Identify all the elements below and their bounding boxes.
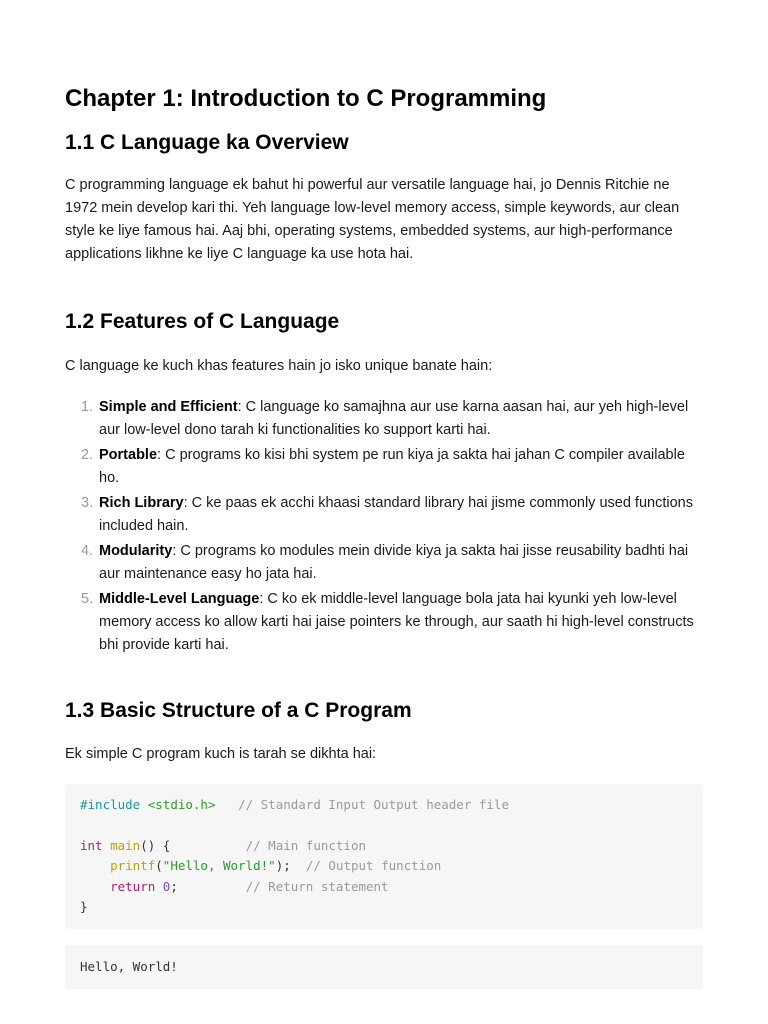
feature-title: Middle-Level Language — [99, 591, 260, 607]
feature-title: Modularity — [99, 543, 173, 559]
feature-title: Simple and Efficient — [99, 399, 238, 415]
code-function-name: main — [110, 837, 141, 853]
code-line — [80, 856, 688, 876]
list-item — [65, 540, 703, 586]
feature-title: Rich Library — [99, 495, 184, 511]
overview-paragraph: C programming language ek bahut hi powerful aur versatile language hai, jo Dennis Ritchie ne 1972 mein develop kari thi. Yeh language low-level memory access, simple keywords, aur clean style ke liye famous hai. Aaj bhi, operating systems, embedded systems, aur high-performance applications likhne ke liye C language ka use hota hai. — [65, 177, 680, 262]
feature-description: : C programs ko modules mein divide kiya ja sakta hai jisse reusability badhti hai aur maintenance easy ho jata hai. — [99, 543, 689, 582]
code-line — [80, 897, 688, 917]
code-punctuation: ( — [155, 858, 163, 874]
features-list — [65, 396, 703, 657]
chapter-title: Chapter 1: Introduction to C Programming — [65, 85, 547, 112]
feature-description: : C language ko samajhna aur use karna aasan hai, aur yeh high-level aur low-level dono tarah ki functionalities ko support karti hai. — [99, 399, 689, 438]
code-punctuation: ); — [275, 858, 291, 874]
code-comment: // Main function — [245, 837, 367, 853]
list-item — [65, 396, 703, 442]
section-heading-features: 1.2 Features of C Language — [65, 310, 340, 333]
code-line — [80, 795, 688, 815]
feature-title: Portable — [99, 447, 158, 463]
list-item-number: 5. — [81, 591, 94, 607]
code-string: "Hello, World!" — [162, 858, 276, 874]
code-line-blank — [80, 815, 688, 835]
code-number: 0 — [162, 878, 171, 894]
code-function-name: printf — [110, 858, 156, 874]
code-comment: // Output function — [305, 858, 442, 874]
list-item — [65, 588, 703, 657]
section-heading-overview: 1.1 C Language ka Overview — [65, 131, 349, 154]
feature-description: : C ko ek middle-level language bola jata hai kyunki yeh low-level memory access ko allow karti hai jaise pointers ke through, aur saath hi high-level constructs bhi provide karti hai. — [99, 591, 694, 653]
feature-description: : C programs ko kisi bhi system pe run kiya ja sakta hai jahan C compiler available ho. — [99, 447, 685, 486]
code-block — [65, 784, 703, 929]
feature-description: : C ke paas ek acchi khaasi standard library hai jisme commonly used functions included hain. — [99, 495, 693, 534]
output-block: Hello, World! — [65, 945, 703, 989]
section-heading-structure: 1.3 Basic Structure of a C Program — [65, 699, 412, 722]
features-intro-paragraph: C language ke kuch khas features hain jo isko unique banate hain: — [65, 358, 493, 374]
code-keyword: return — [110, 878, 156, 894]
code-punctuation: () { — [140, 837, 171, 853]
code-keyword: int — [80, 837, 103, 853]
code-punctuation: ; — [170, 878, 178, 894]
code-comment: // Return statement — [245, 878, 389, 894]
code-include-header: <stdio.h> — [147, 797, 216, 812]
structure-intro-paragraph: Ek simple C program kuch is tarah se dikhta hai: — [65, 746, 377, 762]
code-line — [80, 836, 688, 856]
code-comment: // Standard Input Output header file — [238, 797, 509, 812]
code-preprocessor: #include — [80, 797, 141, 812]
code-line — [80, 877, 688, 897]
code-punctuation: } — [80, 898, 88, 914]
list-item-number: 2. — [81, 447, 94, 463]
list-item-number: 1. — [81, 399, 94, 415]
list-item — [65, 492, 703, 538]
list-item-number: 4. — [81, 543, 94, 559]
list-item-number: 3. — [81, 495, 94, 511]
list-item — [65, 444, 703, 490]
